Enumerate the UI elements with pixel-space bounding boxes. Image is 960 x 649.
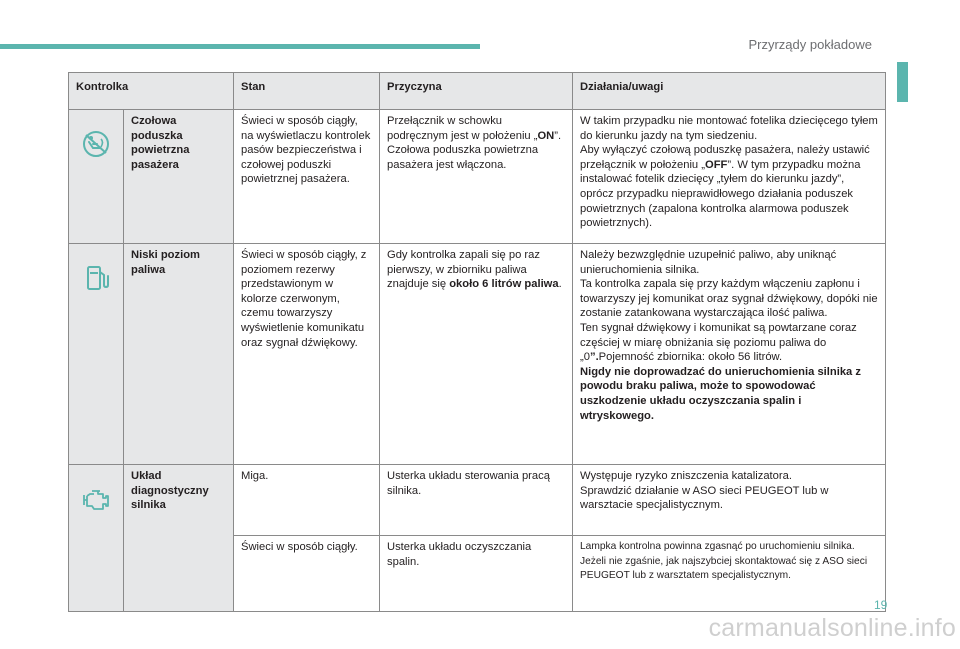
light-name: Układ diagnostyczny silnika (124, 465, 234, 612)
column-header-przyczyna: Przyczyna (380, 73, 573, 110)
table-row (69, 244, 886, 465)
state-text: Świeci w sposób ciągły. (234, 536, 380, 612)
cause-text: Usterka układu oczyszczania spalin. (380, 536, 573, 612)
airbag-off-icon (80, 130, 112, 158)
icon-cell (69, 244, 124, 465)
header-accent-bar (0, 44, 480, 49)
section-title: Przyrządy pokładowe (748, 37, 872, 52)
page-number: 19 (874, 598, 888, 612)
watermark: carmanualsonline.info (708, 614, 956, 642)
table-row (69, 110, 886, 244)
light-name: Czołowa poduszka powietrzna pasażera (124, 110, 234, 244)
action-text: Lampka kontrolna powinna zgasnąć po uruchomieniu silnika. Jeżeli nie zgaśnie, jak najszybciej skontaktować się z ASO sieci PEUGEOT lub z warsztatem specjalistycznym. (573, 536, 886, 612)
cause-text: Usterka układu sterowania pracą silnika. (380, 465, 573, 536)
state-text: Świeci w sposób ciągły, na wyświetlaczu kontrolek pasów bezpieczeństwa i czołowej poduszki powietrznej pasażera. (234, 110, 380, 244)
action-text: Należy bezwzględnie uzupełnić paliwo, aby uniknąć unieruchomienia silnika. Ta kontrolka zapala się przy każdym włączeniu zapłonu i towarzyszy jej komunikat oraz sygnał dźwiękowy, dopóki nie zostanie zatankowana wystarczająca ilość paliwa. Ten sygnał dźwiękowy i komunikat są powtarzane coraz częściej w miarę obniżania się poziomu paliwa do „0”.Pojemność zbiornika: około 56 litrów. Nigdy nie doprowadzać do unieruchomienia silnika z powodu braku paliwa, może to spowodować uszkodzenie układu oczyszczania spalin i wtryskowego. (573, 244, 886, 465)
table-header-row (69, 73, 886, 110)
chapter-marker (897, 62, 908, 102)
light-name: Niski poziom paliwa (124, 244, 234, 465)
action-text: Występuje ryzyko zniszczenia katalizatora. Sprawdzić działanie w ASO sieci PEUGEOT lub w warsztacie specjalistycznym. (573, 465, 886, 536)
engine-check-icon (80, 485, 112, 513)
icon-cell (69, 465, 124, 612)
state-text: Świeci w sposób ciągły, z poziomem rezerwy przedstawionym w kolorze czerwonym, czemu towarzyszy wyświetlenie komunikatu oraz sygnał dźwiękowy. (234, 244, 380, 465)
column-header-dzialania: Działania/uwagi (573, 73, 886, 110)
column-header-stan: Stan (234, 73, 380, 110)
warning-lights-table (68, 72, 886, 612)
cause-text: Gdy kontrolka zapali się po raz pierwszy, w zbiorniku paliwa znajduje się około 6 litrów paliwa. (380, 244, 573, 465)
icon-cell (69, 110, 124, 244)
column-header-kontrolka: Kontrolka (69, 73, 234, 110)
action-text: W takim przypadku nie montować fotelika dziecięcego tyłem do kierunku jazdy na tym siedzeniu. Aby wyłączyć czołową poduszkę pasażera, należy ustawić przełącznik w położeniu „OFF”. W tym przypadku można instalować fotelik dziecięcy „tyłem do kierunku jazdy”, oprócz przypadku nieprawidłowego działania poduszek powietrznych (zapalona kontrolka alarmowa poduszek powietrznych). (573, 110, 886, 244)
state-text: Miga. (234, 465, 380, 536)
cause-text: Przełącznik w schowku podręcznym jest w położeniu „ON”. Czołowa poduszka powietrzna pasażera jest włączona. (380, 110, 573, 244)
table-row (69, 465, 886, 536)
fuel-pump-icon (80, 264, 112, 292)
